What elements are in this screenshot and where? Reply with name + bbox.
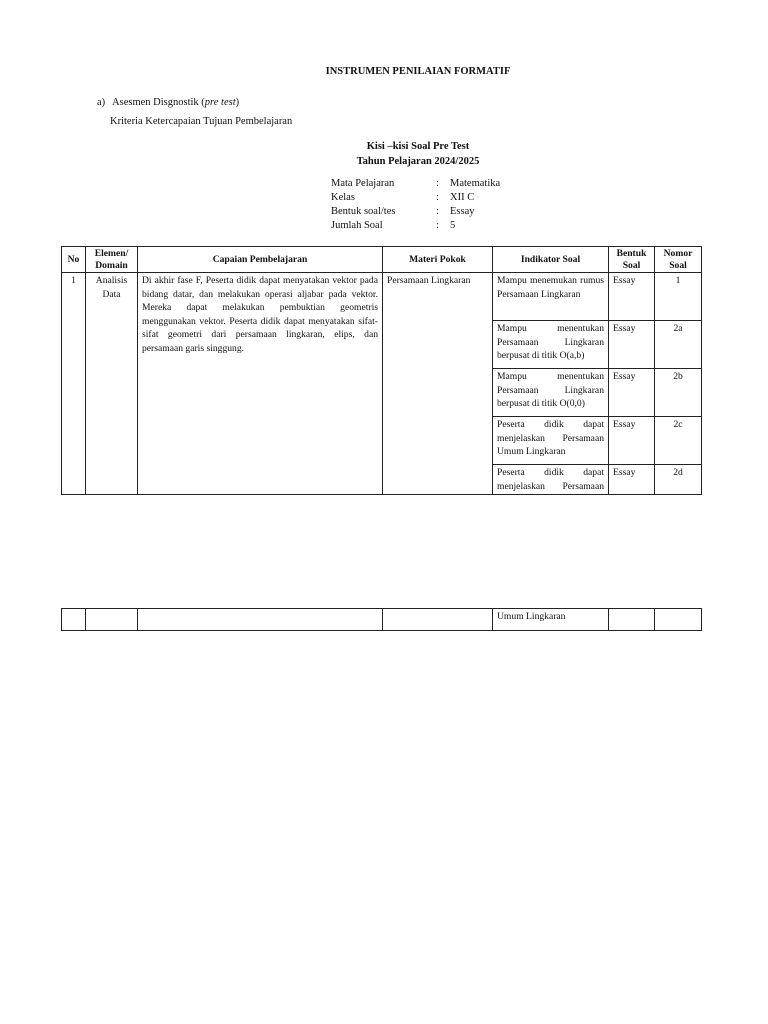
- cell-elemen-line2: Data: [102, 288, 121, 300]
- table-row: [62, 609, 702, 631]
- year-title: Tahun Pelajaran 2024/2025: [356, 156, 480, 167]
- section-a-label-italic: pre test: [204, 97, 236, 108]
- header-elemen-line1: Elemen/: [94, 247, 129, 259]
- cell-elemen: [86, 609, 138, 631]
- cell-bentuk: [609, 609, 655, 631]
- cell-nomor: 2a: [655, 321, 702, 369]
- meta-separator: :: [436, 220, 439, 231]
- table-row: [62, 273, 702, 321]
- meta-value: Matematika: [450, 178, 501, 189]
- meta-label: Kelas: [331, 192, 355, 203]
- section-a-label-suffix: ): [235, 97, 240, 108]
- meta-row-question-count: [331, 219, 500, 233]
- header-no: No: [62, 247, 86, 273]
- meta-label: Jumlah Soal: [331, 220, 383, 231]
- kisi-table: [61, 246, 702, 495]
- cell-indikator: Peserta didik dapat menjelaskan Persamaan: [493, 465, 609, 495]
- cell-bentuk: Essay: [609, 465, 655, 495]
- cell-capaian: Di akhir fase F, Peserta didik dapat menyatakan vektor pada bidang datar, dan melakukan operasi aljabar pada vektor. Mereka dapat melakukan pembuktian geometris menggunakan vektor. Peserta didik dapat menyatakan sifat-sifat geometri dari persamaan lingkaran, elips, dan persamaan garis singgung.: [138, 273, 383, 495]
- cell-bentuk: Essay: [609, 273, 655, 321]
- cell-nomor: 2b: [655, 369, 702, 417]
- meta-value: Essay: [450, 206, 475, 217]
- cell-bentuk: Essay: [609, 417, 655, 465]
- section-a-heading: [97, 97, 239, 108]
- meta-row-class: [331, 191, 500, 205]
- cell-bentuk: Essay: [609, 369, 655, 417]
- cell-indikator: Umum Lingkaran: [493, 609, 609, 631]
- cell-nomor: 1: [655, 273, 702, 321]
- cell-elemen-line1: Analisis: [95, 275, 128, 286]
- kisi-table-continuation: [61, 608, 702, 631]
- cell-no: 1: [62, 273, 86, 495]
- meta-separator: :: [436, 192, 439, 203]
- cell-indikator: Peserta didik dapat menjelaskan Persamaan Umum Lingkaran: [493, 417, 609, 465]
- meta-separator: :: [436, 206, 439, 217]
- header-bentuk-line1: Bentuk: [616, 247, 647, 259]
- header-materi: Materi Pokok: [383, 247, 493, 273]
- meta-label: Bentuk soal/tes: [331, 206, 396, 217]
- kisi-title: Kisi –kisi Soal Pre Test: [366, 141, 470, 152]
- cell-nomor: 2d: [655, 465, 702, 495]
- header-elemen-line2: Domain: [95, 259, 128, 271]
- meta-info: [331, 177, 500, 233]
- cell-indikator: Mampu menentukan Persamaan Lingkaran berpusat di titik O(0,0): [493, 369, 609, 417]
- cell-indikator: Mampu menentukan Persamaan Lingkaran berpusat di titik O(a,b): [493, 321, 609, 369]
- meta-value: 5: [450, 220, 456, 231]
- meta-separator: :: [436, 178, 439, 189]
- cell-materi: Persamaan Lingkaran: [383, 273, 493, 495]
- section-a-marker: a): [97, 97, 106, 108]
- meta-row-subject: [331, 177, 500, 191]
- cell-nomor: 2c: [655, 417, 702, 465]
- meta-row-test-type: [331, 205, 500, 219]
- cell-indikator: Mampu menemukan rumus Persamaan Lingkaran: [493, 273, 609, 321]
- cell-bentuk: Essay: [609, 321, 655, 369]
- cell-no: [62, 609, 86, 631]
- header-bentuk: [609, 247, 655, 273]
- cell-elemen: [86, 273, 138, 495]
- criteria-label: Kriteria Ketercapaian Tujuan Pembelajaran: [110, 116, 293, 127]
- header-nomor: [655, 247, 702, 273]
- meta-value: XII C: [450, 192, 475, 203]
- header-nomor-line2: Soal: [669, 259, 687, 271]
- document-title: INSTRUMEN PENILAIAN FORMATIF: [325, 66, 511, 77]
- header-nomor-line1: Nomor: [663, 247, 693, 259]
- cell-capaian: [138, 609, 383, 631]
- header-capaian: Capaian Pembelajaran: [138, 247, 383, 273]
- header-bentuk-line2: Soal: [622, 259, 641, 271]
- cell-nomor: [655, 609, 702, 631]
- header-indikator: Indikator Soal: [493, 247, 609, 273]
- header-elemen: [86, 247, 138, 273]
- section-a-label-prefix: Asesmen Disgnostik (: [112, 97, 205, 108]
- meta-label: Mata Pelajaran: [331, 178, 395, 189]
- table-header-row: [62, 247, 702, 273]
- cell-materi: [383, 609, 493, 631]
